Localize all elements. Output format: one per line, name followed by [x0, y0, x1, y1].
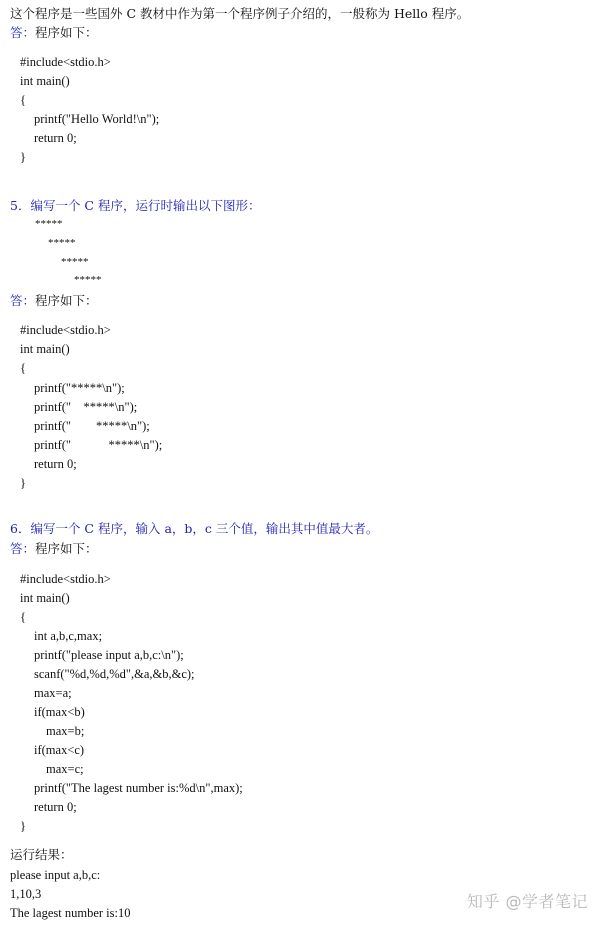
code-line: return 0; [34, 131, 77, 145]
code-line: printf("please input a,b,c:\n"); [34, 648, 184, 662]
code-line: #include<stdio.h> [20, 323, 111, 337]
code-line: max=c; [46, 762, 84, 776]
code-line: int main() [20, 74, 70, 88]
code-line: return 0; [34, 800, 77, 814]
code-line: printf(" *****\n"); [34, 419, 150, 433]
code-line: } [20, 476, 26, 490]
code-line: { [20, 93, 26, 107]
q6-answer [10, 541, 98, 557]
pattern-line: ***** [61, 256, 89, 268]
result-line: The lagest number is:10 [10, 906, 131, 920]
code-line: { [20, 610, 26, 624]
code-line: } [20, 150, 26, 164]
answer-text: 程序如下： [35, 293, 98, 308]
question-6-title: 6．编写一个 C 程序，输入 a，b，c 三个值，输出其中值最大者。 [10, 521, 379, 536]
pattern-line: ***** [74, 274, 102, 286]
code-line: int main() [20, 342, 70, 356]
answer-label: 答： [10, 25, 36, 40]
answer-label: 答： [10, 541, 36, 556]
code-line: if(max<c) [34, 743, 85, 757]
code-line: } [20, 819, 26, 833]
question-5-title: 5．编写一个 C 程序，运行时输出以下图形： [10, 198, 261, 213]
q5-answer [10, 293, 98, 309]
code-line: #include<stdio.h> [20, 55, 111, 69]
result-label: 运行结果： [10, 847, 73, 862]
code-line: int main() [20, 591, 70, 605]
code-line: #include<stdio.h> [20, 572, 111, 586]
code-line: max=a; [34, 686, 72, 700]
pattern-line: ***** [35, 218, 63, 230]
intro-answer [10, 25, 98, 41]
code-line: printf(" *****\n"); [34, 438, 163, 452]
result-line: please input a,b,c: [10, 868, 101, 882]
code-line: max=b; [46, 724, 85, 738]
code-line: printf("*****\n"); [34, 381, 125, 395]
intro-text: 这个程序是一些国外 C 教材中作为第一个程序例子介绍的，一般称为 Hello 程序。 [10, 6, 470, 21]
code-line: if(max<b) [34, 705, 85, 719]
code-line: scanf("%d,%d,%d",&a,&b,&c); [34, 667, 195, 681]
code-line: { [20, 361, 26, 375]
answer-label: 答： [10, 293, 36, 308]
code-line: return 0; [34, 457, 77, 471]
answer-text: 程序如下： [35, 541, 98, 556]
answer-text: 程序如下： [35, 25, 98, 40]
code-line: printf("Hello World!\n"); [34, 112, 160, 126]
code-line: printf("The lagest number is:%d\n",max); [34, 781, 243, 795]
code-line: printf(" *****\n"); [34, 400, 138, 414]
watermark-text: 知乎 @学者笔记 [466, 892, 588, 911]
result-line: 1,10,3 [10, 887, 42, 901]
code-line: int a,b,c,max; [34, 629, 103, 643]
pattern-line: ***** [48, 237, 76, 249]
